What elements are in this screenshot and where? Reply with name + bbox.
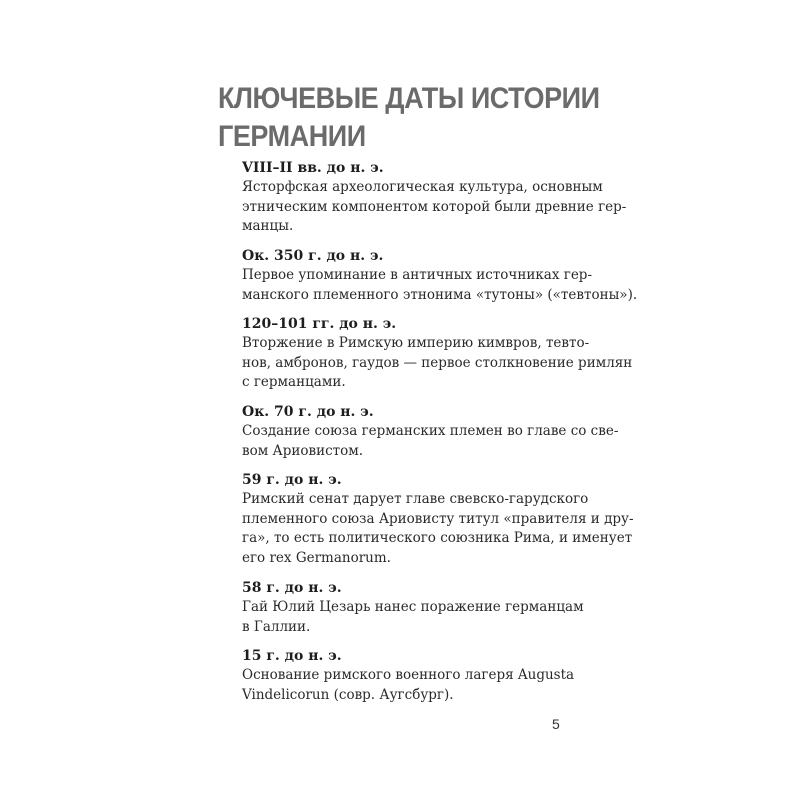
entry-date: 15 г. до н. э.: [242, 648, 342, 664]
timeline-entry: [242, 578, 584, 637]
entry-date: Ок. 350 г. до н. э.: [242, 248, 384, 264]
entry-text-line: га», то есть политического союзника Рима, и именует: [242, 530, 633, 547]
entry-text-line: Основание римского военного лагеря Augusta: [242, 667, 575, 683]
timeline-entry: [242, 646, 575, 705]
entry-text-line: манцы.: [242, 218, 294, 235]
entry-text-line: Первое упоминание в античных источниках гер-: [242, 267, 593, 283]
timeline-entry: [242, 158, 627, 237]
entry-date: Ок. 70 г. до н. э.: [242, 404, 374, 420]
entry-text-line: Римский сенат дарует главе свевско-гарудского: [242, 491, 589, 507]
page-title: [218, 80, 600, 156]
entry-text-line: его rex Germanorum.: [242, 550, 391, 567]
entry-text-line: манского племенного этнонима «тутоны» («тевтоны»).: [242, 286, 638, 303]
entry-text-line: Вторжение в Римскую империю кимвров, тевто-: [242, 335, 590, 351]
entry-date: 59 г. до н. э.: [242, 472, 342, 488]
entry-text-line: Создание союза германских племен во главе со све-: [242, 423, 619, 439]
entry-text-line: нов, амбронов, гаудов — первое столкновение римлян: [242, 354, 633, 371]
entry-text-line: вом Ариовистом.: [242, 442, 364, 459]
timeline-entry: [242, 314, 633, 393]
entry-text-line: племенного союза Ариовисту титул «правителя и дру-: [242, 510, 634, 527]
entry-text-line: Vindelicorun (совр. Аугсбург).: [242, 686, 454, 703]
entry-text-line: с германцами.: [242, 374, 346, 391]
entry-date: 58 г. до н. э.: [242, 580, 342, 596]
page-number: 5: [552, 716, 560, 732]
entry-text-line: Гай Юлий Цезарь нанес поражение германцам: [242, 599, 584, 615]
entry-text-line: Ясторфская археологическая культура, основным: [242, 179, 603, 195]
timeline-entry: [242, 402, 619, 461]
entry-text-line: этническим компонентом которой были древние гер-: [242, 198, 627, 215]
entry-date: 120–101 гг. до н. э.: [242, 316, 397, 332]
entry-date: VIII–II вв. до н. э.: [242, 160, 384, 176]
timeline-entry: [242, 246, 638, 305]
title-line-2: ГЕРМАНИИ: [218, 120, 366, 153]
timeline-entry: [242, 470, 634, 569]
title-line-1: КЛЮЧЕВЫЕ ДАТЫ ИСТОРИИ: [218, 82, 600, 115]
entry-text-line: в Галлии.: [242, 618, 311, 635]
